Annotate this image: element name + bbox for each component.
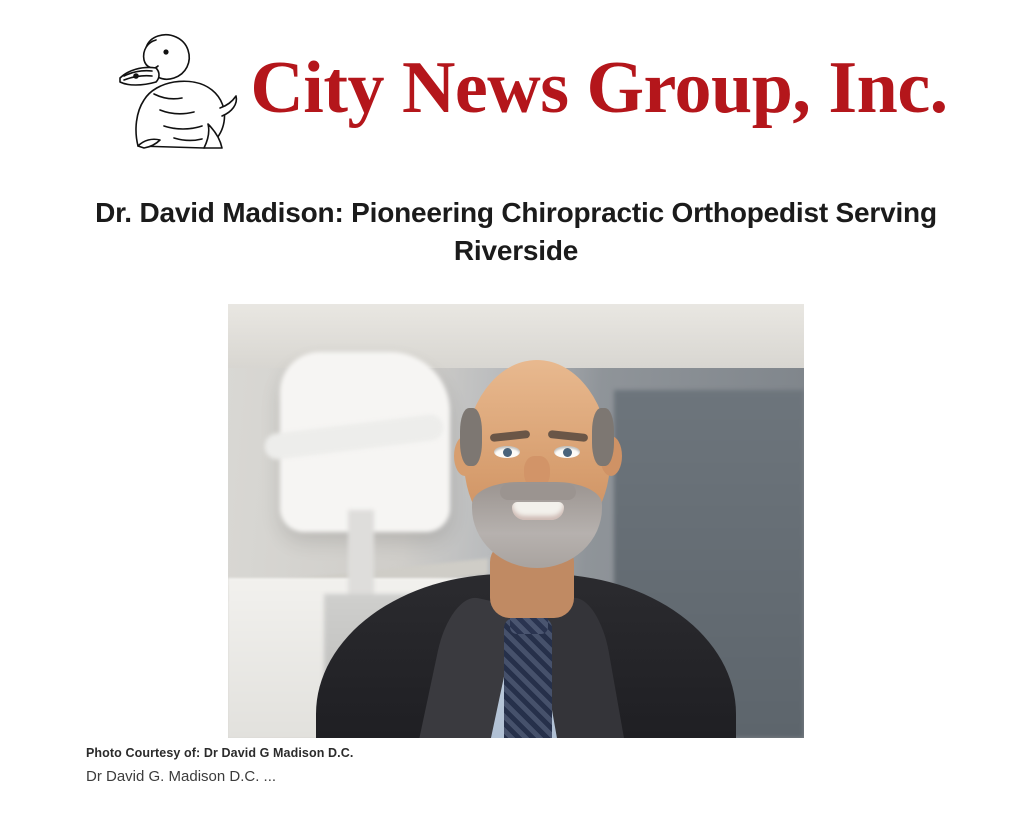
masthead: [0, 0, 1032, 180]
photo-subject: [228, 304, 804, 738]
site-logo[interactable]: [104, 20, 947, 160]
photo-credit: Photo Courtesy of: Dr David G Madison D.C.: [86, 745, 354, 760]
portrait-dr-david-madison: [228, 304, 804, 738]
subject-mouth: [512, 502, 564, 520]
subject-hair-right: [592, 408, 614, 466]
article-photo-block: [0, 304, 1032, 738]
photo-caption-block: [36, 746, 996, 785]
subject-hair-left: [460, 408, 482, 466]
page-title: Dr. David Madison: Pioneering Chiropractic Orthopedist Serving Riverside: [95, 197, 937, 266]
site-title: City News Group, Inc.: [250, 47, 948, 129]
dog-with-newspaper-icon: [104, 20, 244, 160]
subject-pupil-right: [563, 448, 572, 457]
subject-mustache: [500, 484, 576, 500]
photo-caption: Dr David G. Madison D.C. ...: [86, 767, 277, 785]
subject-tie: [504, 618, 552, 738]
subject-pupil-left: [503, 448, 512, 457]
